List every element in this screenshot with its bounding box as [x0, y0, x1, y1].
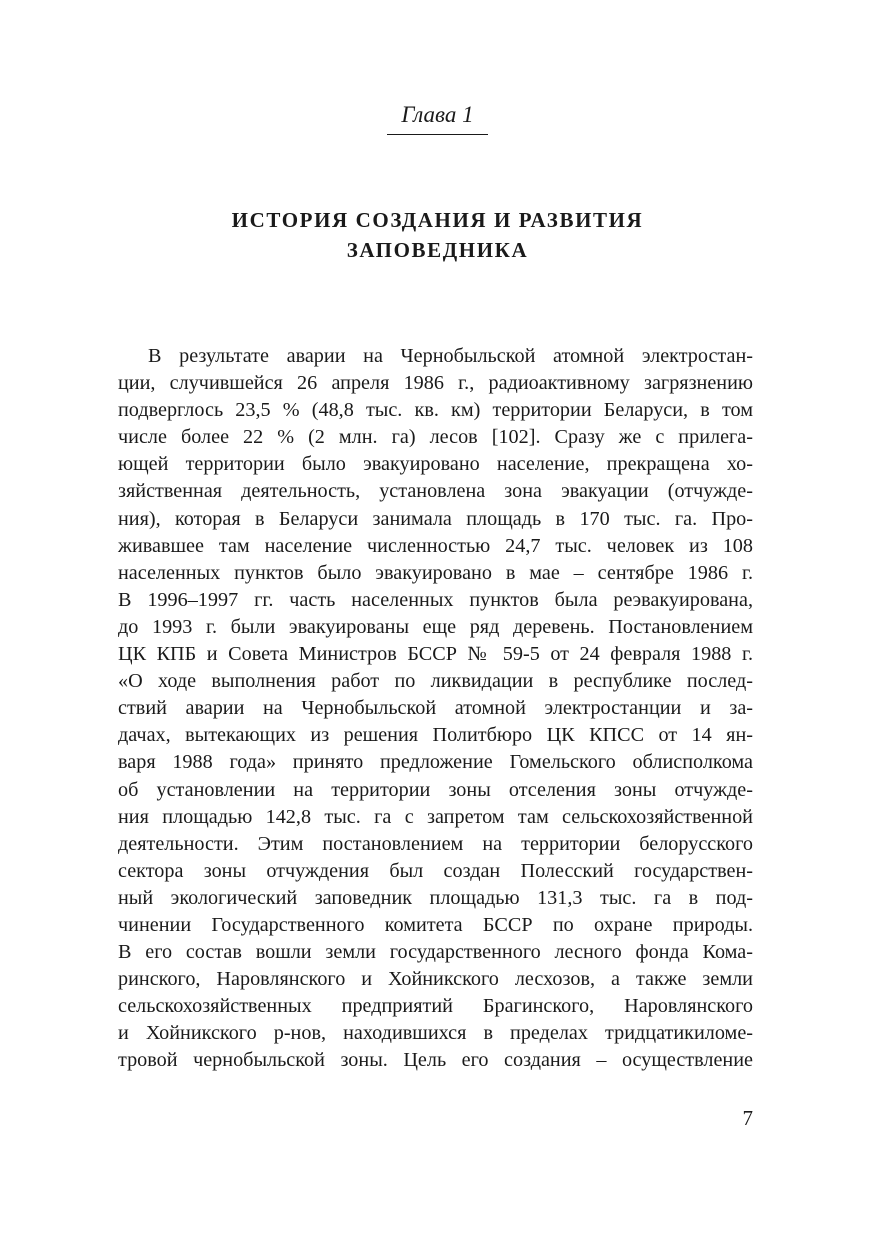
text-line: В результате аварии на Чернобыльской атомной электростан-	[148, 345, 753, 367]
text-line: сектора зоны отчуждения был создан Полесский государствен-	[118, 859, 753, 882]
text-line: подверглось 23,5 % (48,8 тыс. кв. км) территории Беларуси, в том	[118, 399, 753, 422]
text-line: и Хойникского р-нов, находившихся в пределах тридцатикиломе-	[118, 1022, 753, 1045]
text-line: сельскохозяйственных предприятий Брагинского, Наровлянского	[118, 995, 753, 1018]
text-line: ния площадью 142,8 тыс. га с запретом там сельскохозяйственной	[118, 805, 753, 828]
text-line: ствий аварии на Чернобыльской атомной электростанции и за-	[118, 697, 753, 720]
text-line: дачах, вытекающих из решения Политбюро ЦК КПСС от 14 ян-	[118, 724, 753, 747]
chapter-label-block	[0, 100, 875, 135]
text-line: В его состав вошли земли государственного лесного фонда Кома-	[118, 941, 753, 964]
text-line: «О ходе выполнения работ по ликвидации в республике послед-	[118, 670, 753, 693]
text-line: ЦК КПБ и Совета Министров БССР № 59-5 от 24 февраля 1988 г.	[118, 643, 753, 666]
chapter-title	[0, 205, 875, 265]
text-line: ющей территории было эвакуировано население, прекращена хо-	[118, 453, 753, 476]
text-line: деятельности. Этим постановлением на территории белорусского	[118, 832, 753, 855]
text-line: ринского, Наровлянского и Хойникского лесхозов, а также земли	[118, 968, 753, 991]
text-line: до 1993 г. были эвакуированы еще ряд деревень. Постановлением	[118, 615, 753, 638]
chapter-title-line-1: ИСТОРИЯ СОЗДАНИЯ И РАЗВИТИЯ	[231, 208, 644, 232]
text-line: ный экологический заповедник площадью 131,3 тыс. га в под-	[118, 886, 753, 909]
text-line: населенных пунктов было эвакуировано в мае – сентябре 1986 г.	[118, 561, 753, 584]
text-line: варя 1988 года» принято предложение Гомельского облисполкома	[118, 751, 753, 774]
text-line: В 1996–1997 гг. часть населенных пунктов была реэвакуирована,	[118, 588, 753, 611]
chapter-label: Глава 1	[387, 100, 487, 135]
text-line: об установлении на территории зоны отселения зоны отчужде-	[118, 778, 753, 801]
text-line: чинении Государственного комитета БССР по охране природы.	[118, 913, 753, 936]
body-paragraph	[118, 343, 753, 1075]
text-line: числе более 22 % (2 млн. га) лесов [102]. Сразу же с прилега-	[118, 426, 753, 449]
text-line: живавшее там население численностью 24,7 тыс. человек из 108	[118, 534, 753, 557]
page-number: 7	[742, 1106, 753, 1130]
chapter-title-line-2: ЗАПОВЕДНИКА	[346, 238, 529, 262]
text-line: ции, случившейся 26 апреля 1986 г., радиоактивному загрязнению	[118, 372, 753, 395]
text-line: тровой чернобыльской зоны. Цель его создания – осуществление	[118, 1049, 753, 1072]
text-line: зяйственная деятельность, установлена зона эвакуации (отчужде-	[118, 480, 753, 503]
text-line: ния), которая в Беларуси занимала площадь в 170 тыс. га. Про-	[118, 507, 753, 530]
